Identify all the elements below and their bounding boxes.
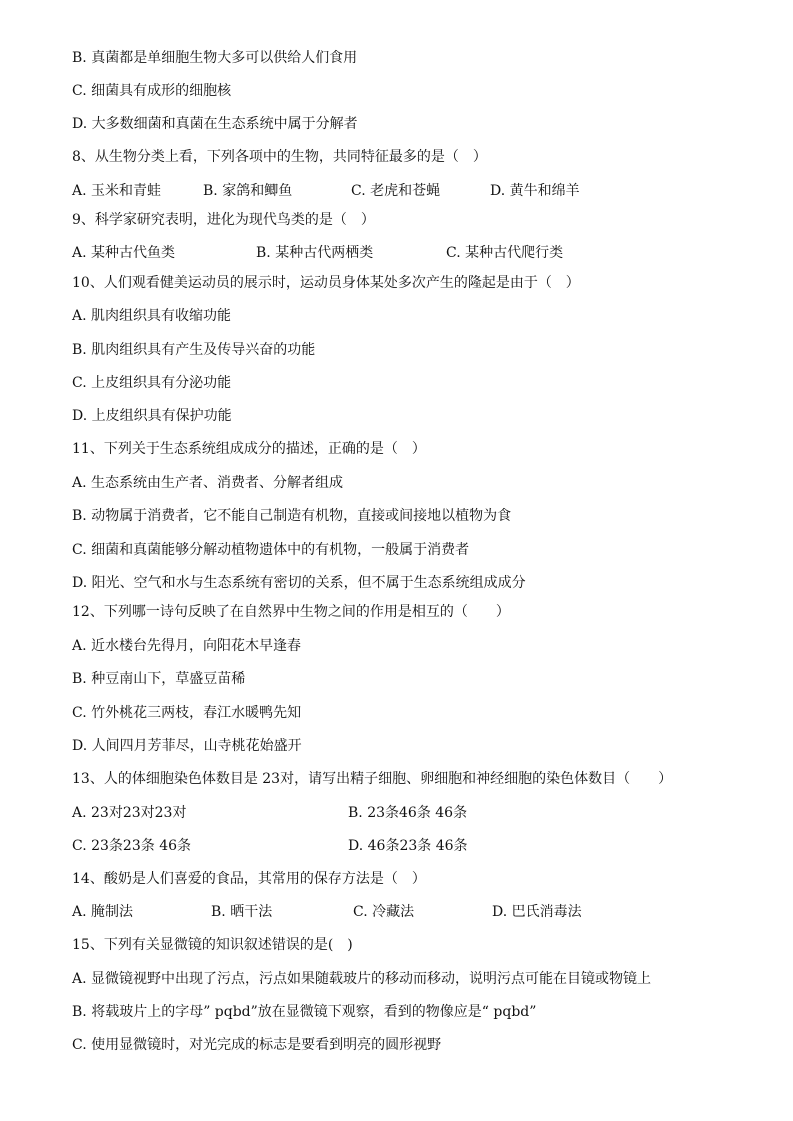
q12-option-c: C. 竹外桃花三两枝，春江水暖鸭先知	[72, 705, 302, 721]
q13-option-a: A. 23对23对23对	[72, 805, 187, 821]
q10-option-c: C. 上皮组织具有分泌功能	[72, 375, 232, 391]
q7-option-c: C. 细菌具有成形的细胞核	[72, 83, 232, 99]
q15-stem: 15、下列有关显微镜的知识叙述错误的是( )	[72, 937, 353, 953]
q8-option-b: B. 家鸽和鲫鱼	[203, 183, 293, 199]
q15-option-c: C. 使用显微镜时，对光完成的标志是要看到明亮的圆形视野	[72, 1037, 442, 1053]
q14-option-b: B. 晒干法	[211, 904, 273, 920]
q11-option-a: A. 生态系统由生产者、消费者、分解者组成	[72, 475, 344, 491]
q8-option-d: D. 黄牛和绵羊	[490, 183, 580, 199]
q11-stem: 11、下列关于生态系统组成成分的描述，正确的是（ ）	[72, 441, 426, 457]
q14-stem: 14、酸奶是人们喜爱的食品，其常用的保存方法是（ ）	[72, 871, 426, 887]
q13-option-b: B. 23条46条 46条	[348, 805, 468, 821]
q13-option-c: C. 23条23条 46条	[72, 838, 192, 854]
q9-option-c: C. 某种古代爬行类	[446, 245, 564, 261]
q12-option-d: D. 人间四月芳菲尽，山寺桃花始盛开	[72, 738, 302, 754]
q13-option-d: D. 46条23条 46条	[348, 838, 468, 854]
q11-option-b: B. 动物属于消费者，它不能自己制造有机物，直接或间接地以植物为食	[72, 508, 512, 524]
q10-option-d: D. 上皮组织具有保护功能	[72, 408, 232, 424]
q10-option-a: A. 肌肉组织具有收缩功能	[72, 308, 232, 324]
q7-option-d: D. 大多数细菌和真菌在生态系统中属于分解者	[72, 116, 358, 132]
q14-option-c: C. 冷藏法	[353, 904, 415, 920]
q10-stem: 10、人们观看健美运动员的展示时，运动员身体某处多次产生的隆起是由于（ ）	[72, 275, 580, 291]
q7-option-b: B. 真菌都是单细胞生物大多可以供给人们食用	[72, 50, 358, 66]
q15-option-b: B. 将载玻片上的字母” pqbd”放在显微镜下观察，看到的物像应是“ pqbd”	[72, 1004, 537, 1020]
q8-stem: 8、从生物分类上看，下列各项中的生物，共同特征最多的是（ ）	[72, 149, 487, 165]
q12-stem: 12、下列哪一诗句反映了在自然界中生物之间的作用是相互的（ ）	[72, 604, 510, 620]
q11-option-d: D. 阳光、空气和水与生态系统有密切的关系，但不属于生态系统组成成分	[72, 575, 526, 591]
q14-option-d: D. 巴氏消毒法	[492, 904, 582, 920]
q8-option-a: A. 玉米和青蛙	[72, 183, 162, 199]
q11-option-c: C. 细菌和真菌能够分解动植物遗体中的有机物，一般属于消费者	[72, 542, 470, 558]
q9-option-b: B. 某种古代两栖类	[256, 245, 374, 261]
q12-option-b: B. 种豆南山下，草盛豆苗稀	[72, 671, 246, 687]
q9-option-a: A. 某种古代鱼类	[72, 245, 176, 261]
q8-option-c: C. 老虎和苍蝇	[351, 183, 441, 199]
q15-option-a: A. 显微镜视野中出现了污点，污点如果随载玻片的移动而移动，说明污点可能在目镜或物镜上	[72, 971, 652, 987]
q10-option-b: B. 肌肉组织具有产生及传导兴奋的功能	[72, 342, 316, 358]
q14-option-a: A. 腌制法	[72, 904, 134, 920]
q9-stem: 9、科学家研究表明，进化为现代鸟类的是（ ）	[72, 212, 375, 228]
q13-stem: 13、人的体细胞染色体数目是 23对，请写出精子细胞、卵细胞和神经细胞的染色体数目（ ）	[72, 771, 673, 787]
q12-option-a: A. 近水楼台先得月，向阳花木早逢春	[72, 638, 302, 654]
